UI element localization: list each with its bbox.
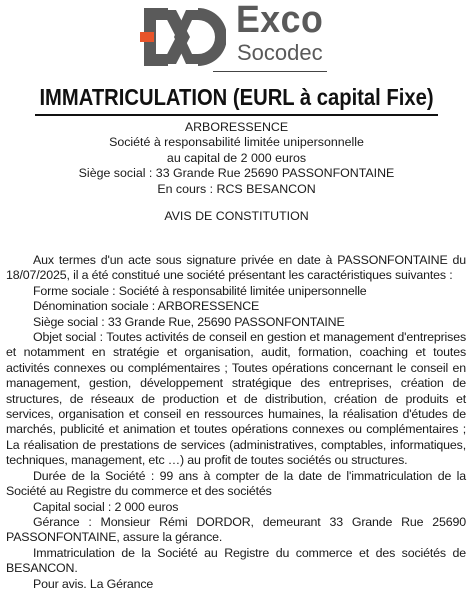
paragraph-intro: Aux termes d'un acte sous signature privée en date à PASSONFONTAINE du 18/07/2025, il a été constitué une société présentant les caractéristiques suivantes : [6,253,466,283]
paragraph-denomination: Dénomination sociale : ARBORESSENCE [33,299,260,314]
page-title: IMMATRICULATION (EURL à capital Fixe) [39,84,434,110]
paragraph-registration: Immatriculation de la Société au Registre du commerce et des sociétés de BESANCON. [6,545,466,576]
brand-subtitle: Socodec [237,40,323,65]
notice-header [0,120,473,224]
paragraph-capital: Capital social : 2 000 euros [33,499,179,514]
logo [0,0,473,78]
company-capital: au capital de 2 000 euros [166,150,307,165]
logo-divider [213,71,327,72]
exco-logo-mark-icon [140,6,226,68]
paragraph-management: Gérance : Monsieur Rémi DORDOR, demeurant 33 Grande Rue 25690 PASSONFONTAINE, assure la gérance. [6,514,466,545]
brand-name: Exco [236,0,324,41]
company-rcs: En cours : RCS BESANCON [157,181,316,196]
title-underline [35,114,438,116]
company-seat: Siège social : 33 Grande Rue 25690 PASSONFONTAINE [78,166,395,181]
paragraph-duration: Durée de la Société : 99 ans à compter de la date de l'immatriculation de la Société au Registre du commerce et des sociétés [6,468,466,499]
notice-type: AVIS DE CONSTITUTION [164,209,309,224]
company-form: Société à responsabilité limitée unipersonnelle [109,135,364,150]
paragraph-seat: Siège social : 33 Grande Rue, 25690 PASSONFONTAINE [33,314,345,329]
notice-body [6,253,466,592]
paragraph-signature: Pour avis. La Gérance [33,576,154,591]
paragraph-form: Forme sociale : Société à responsabilité limitée unipersonnelle [33,283,367,298]
company-name: ARBORESSENCE [184,120,289,134]
paragraph-purpose: Objet social : Toutes activités de conseil en gestion et management d'entreprises et notamment en stratégie et organisation, audit, formation, coaching et toutes activités connexes ou complémentaires ; Toutes opérations concernant le conseil en management, gestion, développement stratégique des entreprises, création de structures, de réseaux de production et de distribution, création de produits et services, organisation et conseil en ressources humaines, la réalisation d'études de marchés, publicité et animation et toutes opérations connexes ou complémentaires ; La réalisation de prestations de services (administratives, comptables, informatiques, techniques, management, etc …) au profit de toutes sociétés ou structures. [6,330,466,468]
